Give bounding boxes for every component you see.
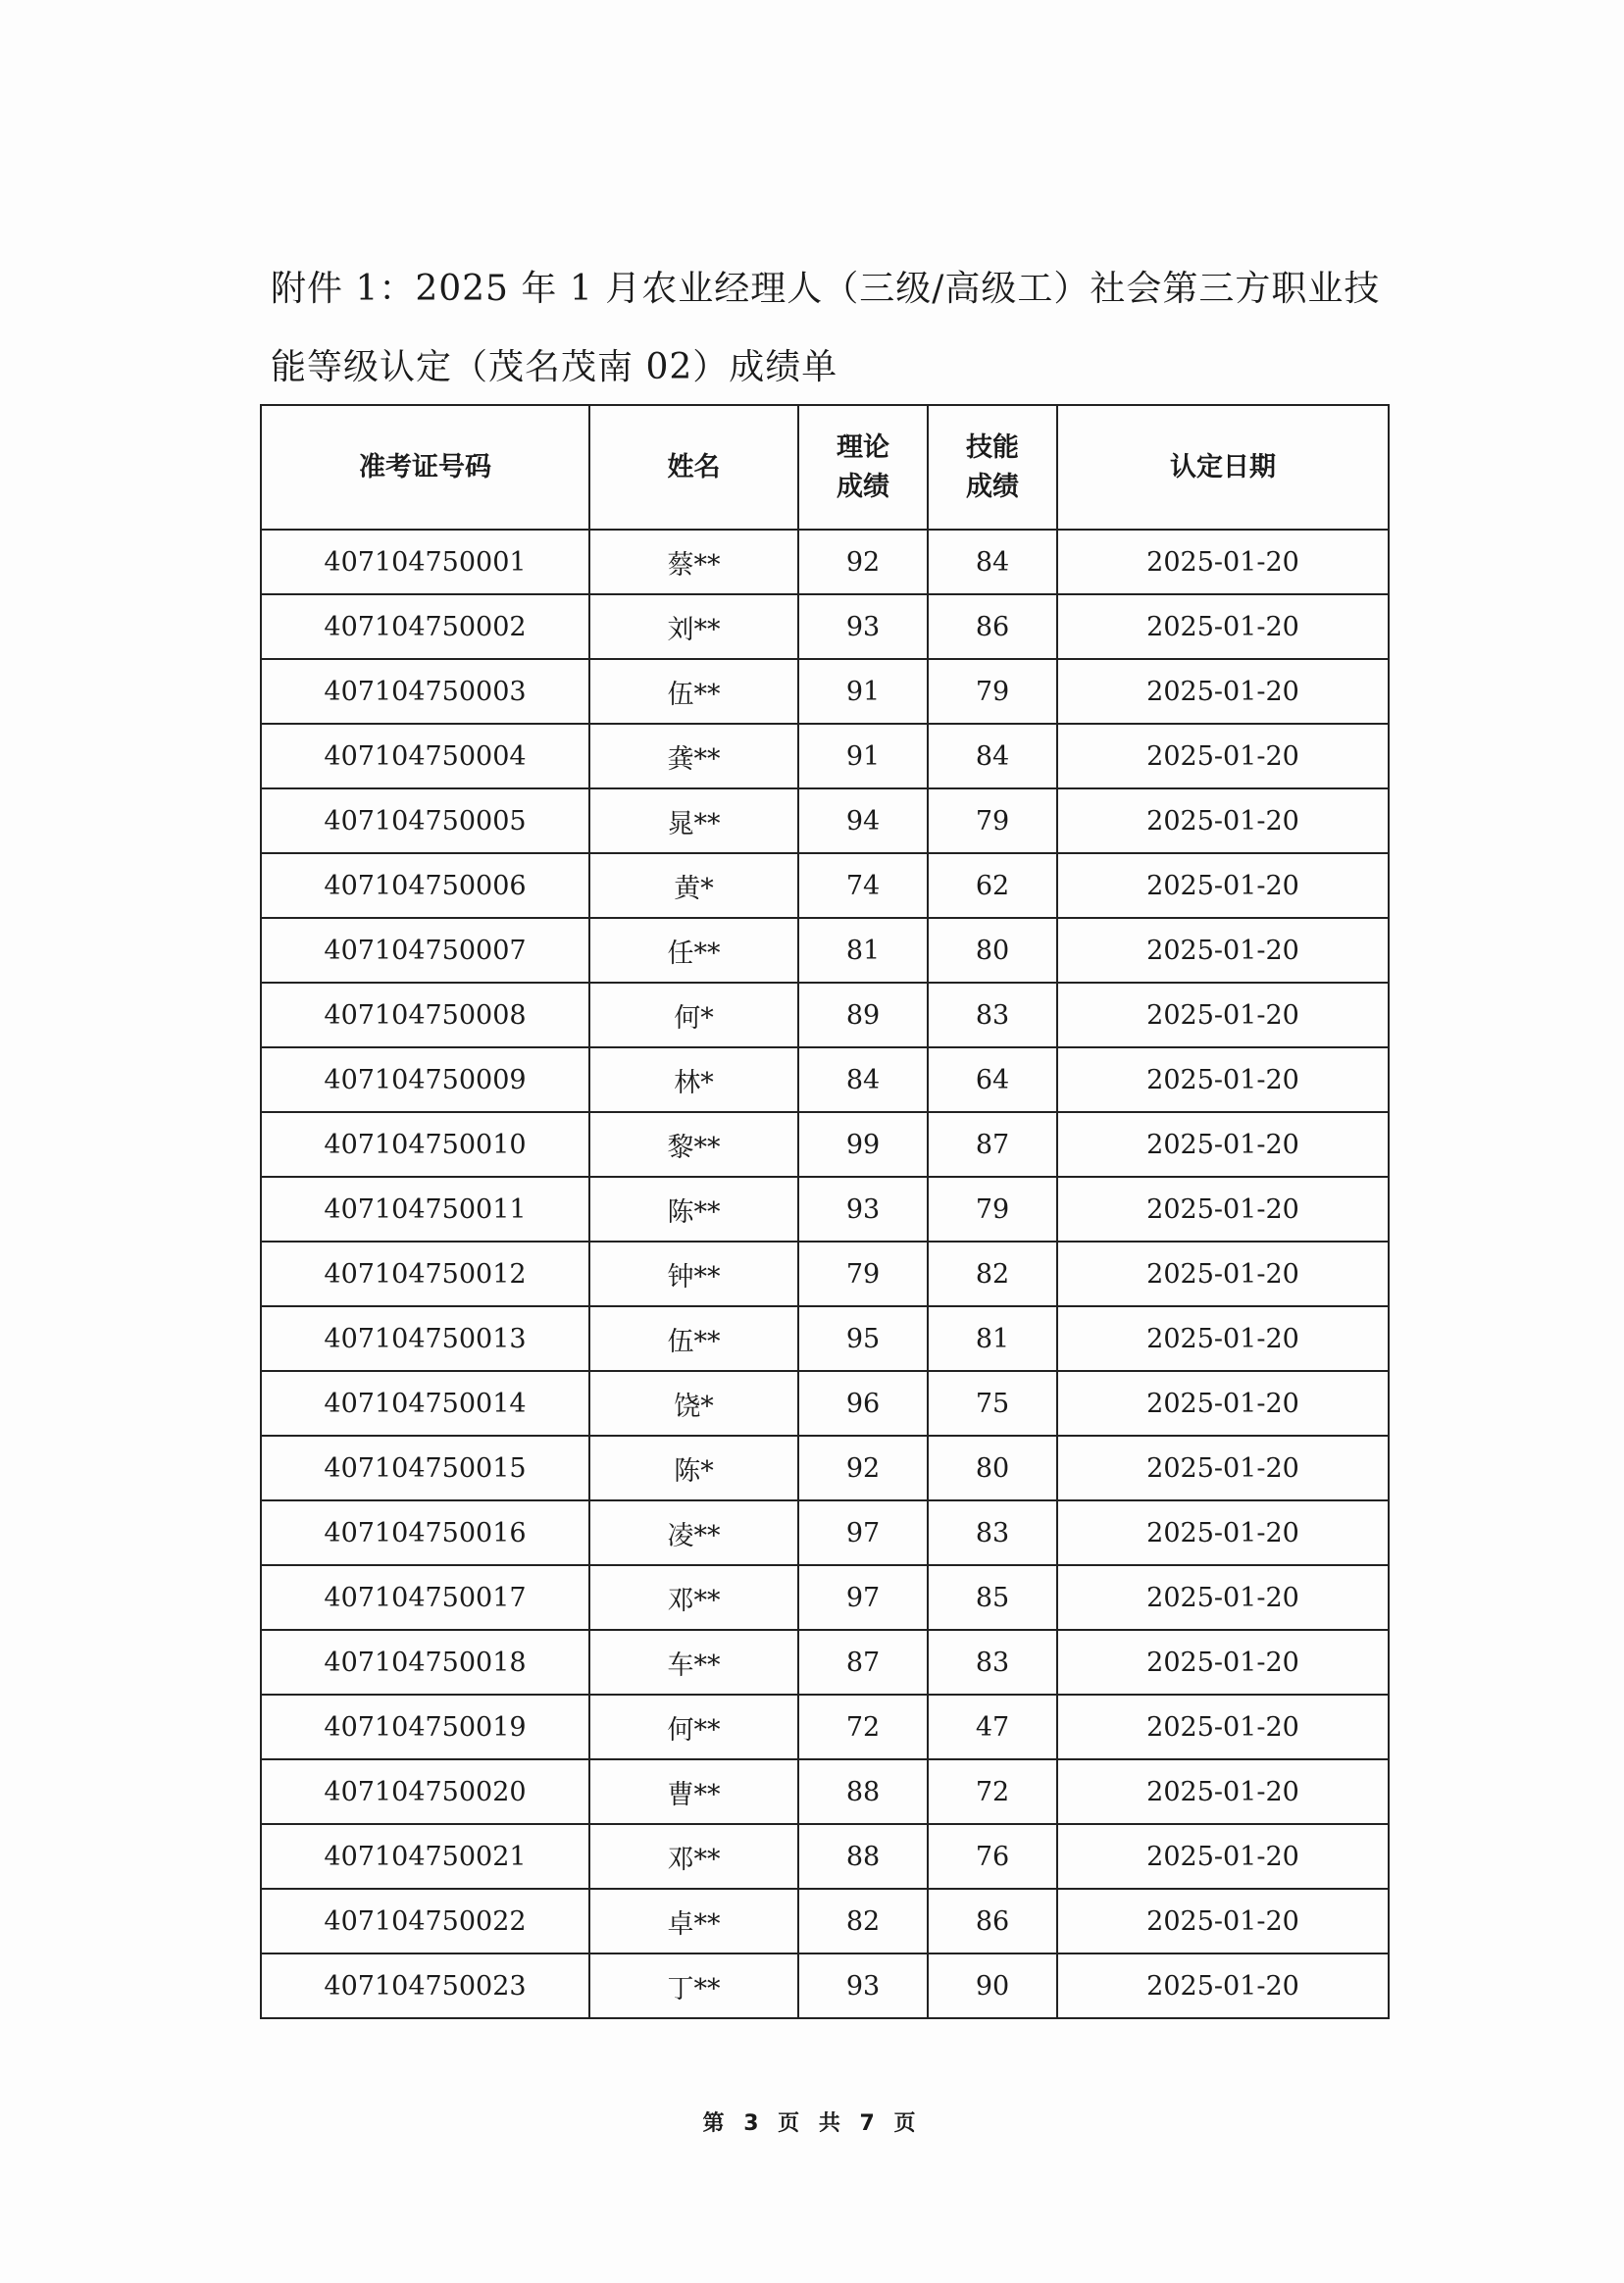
cell-theory-score: 87 (798, 1630, 928, 1695)
cell-theory-score: 92 (798, 530, 928, 594)
cell-cert-date: 2025-01-20 (1057, 1695, 1389, 1759)
cell-cert-date: 2025-01-20 (1057, 1953, 1389, 2018)
table-row (261, 724, 1389, 788)
table-row (261, 530, 1389, 594)
cell-cert-date: 2025-01-20 (1057, 1565, 1389, 1630)
cell-cert-date: 2025-01-20 (1057, 918, 1389, 983)
cell-theory-score: 79 (798, 1242, 928, 1306)
cell-theory-score: 72 (798, 1695, 928, 1759)
cell-name: 蔡** (589, 530, 798, 594)
cell-cert-date: 2025-01-20 (1057, 1306, 1389, 1371)
cell-cert-date: 2025-01-20 (1057, 1371, 1389, 1436)
cell-skill-score: 76 (928, 1824, 1057, 1889)
cell-name: 林* (589, 1047, 798, 1112)
header-name: 姓名 (589, 405, 798, 530)
title-line-2: 能等级认定（茂名茂南 02）成绩单 (271, 347, 838, 387)
cell-exam-id: 407104750018 (261, 1630, 589, 1695)
cell-cert-date: 2025-01-20 (1057, 1759, 1389, 1824)
cell-skill-score: 87 (928, 1112, 1057, 1177)
cell-skill-score: 86 (928, 1889, 1057, 1953)
cell-skill-score: 79 (928, 788, 1057, 853)
table-row (261, 1759, 1389, 1824)
cell-theory-score: 93 (798, 594, 928, 659)
cell-name: 龚** (589, 724, 798, 788)
cell-skill-score: 79 (928, 659, 1057, 724)
table-row (261, 918, 1389, 983)
cell-skill-score: 80 (928, 1436, 1057, 1500)
cell-name: 卓** (589, 1889, 798, 1953)
cell-cert-date: 2025-01-20 (1057, 659, 1389, 724)
cell-exam-id: 407104750021 (261, 1824, 589, 1889)
cell-cert-date: 2025-01-20 (1057, 1242, 1389, 1306)
cell-exam-id: 407104750008 (261, 983, 589, 1047)
cell-name: 黎** (589, 1112, 798, 1177)
table-row (261, 1824, 1389, 1889)
cell-exam-id: 407104750015 (261, 1436, 589, 1500)
table-row (261, 1047, 1389, 1112)
table-row (261, 1565, 1389, 1630)
cell-name: 何** (589, 1695, 798, 1759)
cell-exam-id: 407104750013 (261, 1306, 589, 1371)
cell-name: 陈** (589, 1177, 798, 1242)
header-theory-line2: 成绩 (837, 471, 889, 502)
cell-exam-id: 407104750023 (261, 1953, 589, 2018)
cell-cert-date: 2025-01-20 (1057, 853, 1389, 918)
header-skill-line1: 技能 (966, 431, 1019, 463)
cell-exam-id: 407104750022 (261, 1889, 589, 1953)
header-theory-score (798, 405, 928, 530)
cell-name: 饶* (589, 1371, 798, 1436)
cell-skill-score: 80 (928, 918, 1057, 983)
cell-skill-score: 79 (928, 1177, 1057, 1242)
cell-skill-score: 84 (928, 530, 1057, 594)
cell-theory-score: 96 (798, 1371, 928, 1436)
page-number: 第 3 页 共 7 页 (702, 2111, 922, 2136)
cell-exam-id: 407104750012 (261, 1242, 589, 1306)
cell-name: 陈* (589, 1436, 798, 1500)
cell-cert-date: 2025-01-20 (1057, 1177, 1389, 1242)
header-skill-score (928, 405, 1057, 530)
cell-theory-score: 97 (798, 1500, 928, 1565)
table-row (261, 594, 1389, 659)
cell-exam-id: 407104750020 (261, 1759, 589, 1824)
cell-name: 邓** (589, 1824, 798, 1889)
cell-theory-score: 88 (798, 1824, 928, 1889)
table-row (261, 1889, 1389, 1953)
cell-theory-score: 82 (798, 1889, 928, 1953)
cell-cert-date: 2025-01-20 (1057, 1500, 1389, 1565)
cell-cert-date: 2025-01-20 (1057, 724, 1389, 788)
table-row (261, 659, 1389, 724)
cell-skill-score: 82 (928, 1242, 1057, 1306)
cell-name: 伍** (589, 1306, 798, 1371)
cell-name: 曹** (589, 1759, 798, 1824)
cell-exam-id: 407104750005 (261, 788, 589, 853)
cell-skill-score: 90 (928, 1953, 1057, 2018)
cell-name: 车** (589, 1630, 798, 1695)
cell-skill-score: 75 (928, 1371, 1057, 1436)
table-row (261, 1630, 1389, 1695)
table-row (261, 788, 1389, 853)
cell-theory-score: 89 (798, 983, 928, 1047)
cell-theory-score: 97 (798, 1565, 928, 1630)
cell-cert-date: 2025-01-20 (1057, 1824, 1389, 1889)
cell-cert-date: 2025-01-20 (1057, 788, 1389, 853)
cell-skill-score: 62 (928, 853, 1057, 918)
table-row (261, 1436, 1389, 1500)
cell-skill-score: 81 (928, 1306, 1057, 1371)
cell-theory-score: 92 (798, 1436, 928, 1500)
table-row (261, 853, 1389, 918)
header-theory-line1: 理论 (837, 431, 889, 463)
cell-skill-score: 86 (928, 594, 1057, 659)
cell-exam-id: 407104750006 (261, 853, 589, 918)
table-row (261, 1306, 1389, 1371)
cell-exam-id: 407104750014 (261, 1371, 589, 1436)
cell-theory-score: 84 (798, 1047, 928, 1112)
cell-theory-score: 95 (798, 1306, 928, 1371)
table-row (261, 983, 1389, 1047)
cell-skill-score: 85 (928, 1565, 1057, 1630)
cell-cert-date: 2025-01-20 (1057, 1112, 1389, 1177)
header-cert-date: 认定日期 (1057, 405, 1389, 530)
cell-theory-score: 88 (798, 1759, 928, 1824)
cell-exam-id: 407104750003 (261, 659, 589, 724)
cell-theory-score: 93 (798, 1177, 928, 1242)
cell-cert-date: 2025-01-20 (1057, 983, 1389, 1047)
cell-name: 黄* (589, 853, 798, 918)
cell-exam-id: 407104750011 (261, 1177, 589, 1242)
cell-name: 伍** (589, 659, 798, 724)
cell-skill-score: 83 (928, 1500, 1057, 1565)
cell-theory-score: 91 (798, 724, 928, 788)
table-body (261, 530, 1389, 2018)
cell-exam-id: 407104750001 (261, 530, 589, 594)
table-header-row (261, 405, 1389, 530)
cell-name: 何* (589, 983, 798, 1047)
cell-theory-score: 93 (798, 1953, 928, 2018)
cell-theory-score: 99 (798, 1112, 928, 1177)
table-row (261, 1177, 1389, 1242)
cell-name: 刘** (589, 594, 798, 659)
cell-skill-score: 83 (928, 983, 1057, 1047)
cell-name: 任** (589, 918, 798, 983)
cell-exam-id: 407104750007 (261, 918, 589, 983)
cell-exam-id: 407104750002 (261, 594, 589, 659)
cell-skill-score: 83 (928, 1630, 1057, 1695)
cell-cert-date: 2025-01-20 (1057, 594, 1389, 659)
cell-skill-score: 84 (928, 724, 1057, 788)
cell-exam-id: 407104750016 (261, 1500, 589, 1565)
cell-name: 丁** (589, 1953, 798, 2018)
table-row (261, 1242, 1389, 1306)
title-line-1: 附件 1：2025 年 1 月农业经理人（三级/高级工）社会第三方职业技 (271, 269, 1381, 309)
header-skill-line2: 成绩 (966, 471, 1019, 502)
cell-cert-date: 2025-01-20 (1057, 530, 1389, 594)
cell-cert-date: 2025-01-20 (1057, 1889, 1389, 1953)
cell-exam-id: 407104750010 (261, 1112, 589, 1177)
cell-cert-date: 2025-01-20 (1057, 1630, 1389, 1695)
table-row (261, 1371, 1389, 1436)
table-row (261, 1112, 1389, 1177)
cell-exam-id: 407104750019 (261, 1695, 589, 1759)
cell-skill-score: 47 (928, 1695, 1057, 1759)
cell-exam-id: 407104750004 (261, 724, 589, 788)
cell-cert-date: 2025-01-20 (1057, 1047, 1389, 1112)
cell-name: 邓** (589, 1565, 798, 1630)
table-row (261, 1953, 1389, 2018)
cell-theory-score: 91 (798, 659, 928, 724)
cell-theory-score: 74 (798, 853, 928, 918)
cell-name: 钟** (589, 1242, 798, 1306)
cell-exam-id: 407104750017 (261, 1565, 589, 1630)
cell-exam-id: 407104750009 (261, 1047, 589, 1112)
cell-cert-date: 2025-01-20 (1057, 1436, 1389, 1500)
document-title (271, 250, 1408, 407)
cell-name: 凌** (589, 1500, 798, 1565)
cell-theory-score: 81 (798, 918, 928, 983)
score-table (260, 404, 1390, 2019)
table-row (261, 1695, 1389, 1759)
cell-theory-score: 94 (798, 788, 928, 853)
table-row (261, 1500, 1389, 1565)
cell-skill-score: 64 (928, 1047, 1057, 1112)
header-exam-id: 准考证号码 (261, 405, 589, 530)
cell-skill-score: 72 (928, 1759, 1057, 1824)
cell-name: 晁** (589, 788, 798, 853)
